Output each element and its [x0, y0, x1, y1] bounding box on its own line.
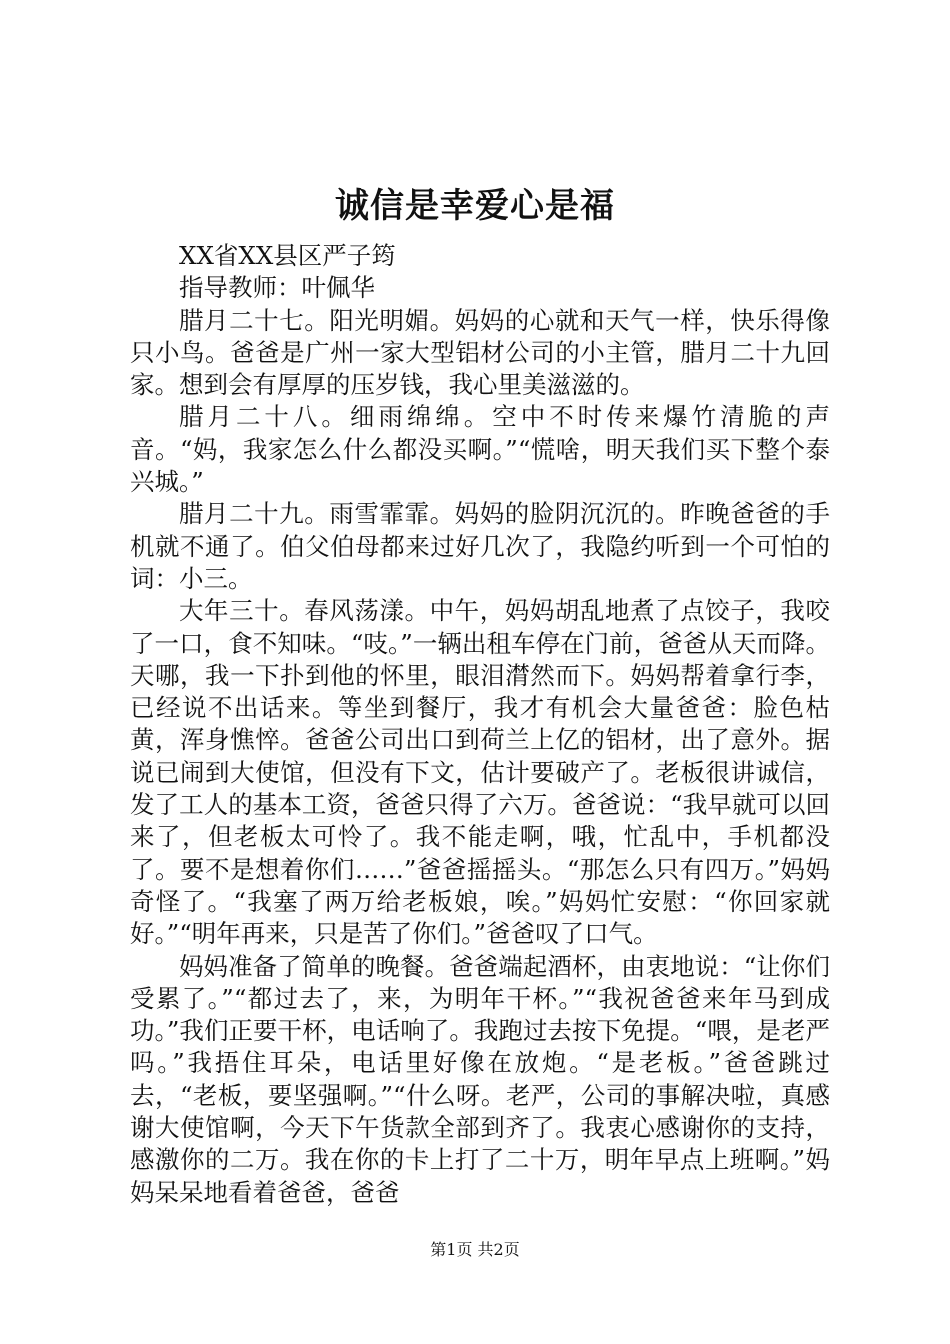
- body-paragraph: 妈妈准备了简单的晚餐。爸爸端起酒杯，由衷地说：“让你们受累了。”“都过去了，来，为明年干杯。”“我祝爸爸来年马到成功。”我们正要干杯，电话响了。我跑过去按下免提。“喂，是老严吗。”我捂住耳朵，电话里好像在放炮。“是老板。”爸爸跳过去，“老板，要坚强啊。”“什么呀。老严，公司的事解决啦，真感谢大使馆啊，今天下午货款全部到齐了。我衷心感谢你的支持，感激你的二万。我在你的卡上打了二十万，明年早点上班啊。”妈妈呆呆地看着爸爸，爸爸: [130, 951, 830, 1207]
- body-paragraph: 腊月二十九。雨雪霏霏。妈妈的脸阴沉沉的。昨晚爸爸的手机就不通了。伯父伯母都来过好几次了，我隐约听到一个可怕的词：小三。: [130, 499, 830, 593]
- body-paragraph: 腊月二十七。阳光明媚。妈妈的心就和天气一样，快乐得像只小鸟。爸爸是广州一家大型铝材公司的小主管，腊月二十九回家。想到会有厚厚的压岁钱，我心里美滋滋的。: [130, 305, 830, 400]
- body-paragraph: 大年三十。春风荡漾。中午，妈妈胡乱地煮了点饺子，我咬了一口，食不知味。“吱。”一辆出租车停在门前，爸爸从天而降。天哪，我一下扑到他的怀里，眼泪潸然而下。妈妈帮着拿行李，已经说不出话来。等坐到餐厅，我才有机会大量爸爸：脸色枯黄，浑身憔悴。爸爸公司出口到荷兰上亿的铝材，出了意外。据说已闹到大使馆，但没有下文，估计要破产了。老板很讲诚信，发了工人的基本工资，爸爸只得了六万。爸爸说：“我早就可以回来了，但老板太可怜了。我不能走啊，哦，忙乱中，手机都没了。要不是想着你们……”爸爸摇摇头。“那怎么只有四万。”妈妈奇怪了。“我塞了两万给老板娘，唉。”妈妈忙安慰：“你回家就好。”“明年再来，只是苦了你们。”爸爸叹了口气。: [130, 596, 830, 949]
- teacher-line: 指导教师：叶佩华: [179, 273, 375, 303]
- body-paragraph: 腊月二十八。细雨绵绵。空中不时传来爆竹清脆的声音。“妈，我家怎么什么都没买啊。”“慌啥，明天我们买下整个泰兴城。”: [130, 402, 830, 497]
- document-body: [130, 240, 830, 1209]
- page-footer: 第1页 共2页: [430, 1240, 520, 1259]
- author-line: XX省XX县区严子筠: [179, 241, 396, 270]
- document-title: 诚信是幸爱心是福: [335, 186, 615, 226]
